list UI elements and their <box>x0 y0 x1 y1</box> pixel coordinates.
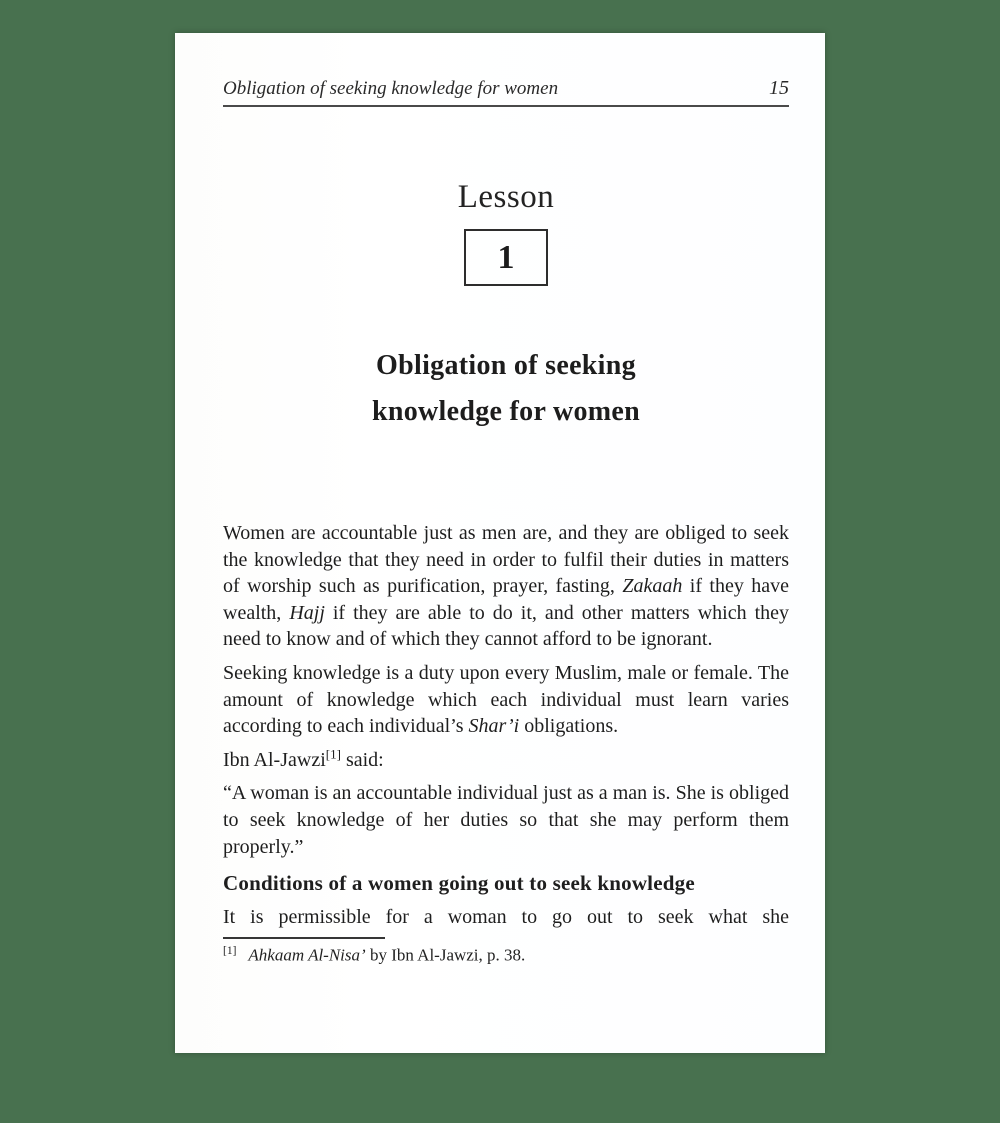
italic-term-shari: Shar’i <box>468 715 520 738</box>
paragraph-text: Ibn Al-Jawzi <box>223 748 326 771</box>
page-number: 15 <box>769 77 789 99</box>
footnote-source-title: Ahkaam Al-Nisa’ <box>248 945 366 965</box>
paragraph-text: if they are able to do it, and other matters which they need to know and of which they cannot afford to be ignorant. <box>223 601 789 651</box>
paragraph-text: said: <box>340 748 384 771</box>
chapter-title-line1: Obligation of seeking <box>376 350 636 381</box>
running-header-title: Obligation of seeking knowledge for women <box>223 78 559 99</box>
paragraph-permissible: It is permissible for a woman to go out to seek what she <box>223 905 789 928</box>
footnote <box>223 945 789 966</box>
header-rule <box>223 105 789 107</box>
body-text <box>223 520 789 930</box>
paragraph-text: if they have wealth, <box>223 575 789 624</box>
lesson-label: Lesson <box>457 179 555 215</box>
desk-background <box>0 33 1000 1123</box>
paragraph-accountability <box>223 520 789 653</box>
lesson-number: 1 <box>497 238 515 276</box>
footnote-marker: [1] <box>223 945 237 958</box>
footnote-source-rest: by Ibn Al-Jawzi, p. 38. <box>365 945 526 965</box>
book-page <box>175 33 825 1053</box>
running-header <box>223 33 789 100</box>
italic-term-hajj: Hajj <box>289 601 325 624</box>
paragraph-attribution <box>223 747 789 774</box>
chapter-title <box>223 343 789 435</box>
paragraph-text: obligations. <box>519 715 619 738</box>
paragraph-text: Seeking knowledge is a duty upon every Muslim, male or female. The amount of knowledge which each individual must learn varies according to each individual’s <box>223 661 789 738</box>
italic-term-zakaah: Zakaah <box>622 575 683 598</box>
paragraph-text: Women are accountable just as men are, and they are obliged to seek the knowledge that they need in order to fulfil their duties in matters of worship such as purification, prayer, fasting, <box>223 522 789 598</box>
footnote-reference: [1] <box>325 746 341 762</box>
lesson-number-box <box>464 229 548 286</box>
paragraph-quote: “A woman is an accountable individual just as a man is. She is obliged to seek knowledge of her duties so that she may perform them properly.” <box>223 782 789 858</box>
section-subheading: Conditions of a women going out to seek knowledge <box>223 871 695 896</box>
footnote-rule <box>223 937 385 939</box>
paragraph-duty <box>223 660 789 740</box>
chapter-title-line2: knowledge for women <box>371 396 641 427</box>
